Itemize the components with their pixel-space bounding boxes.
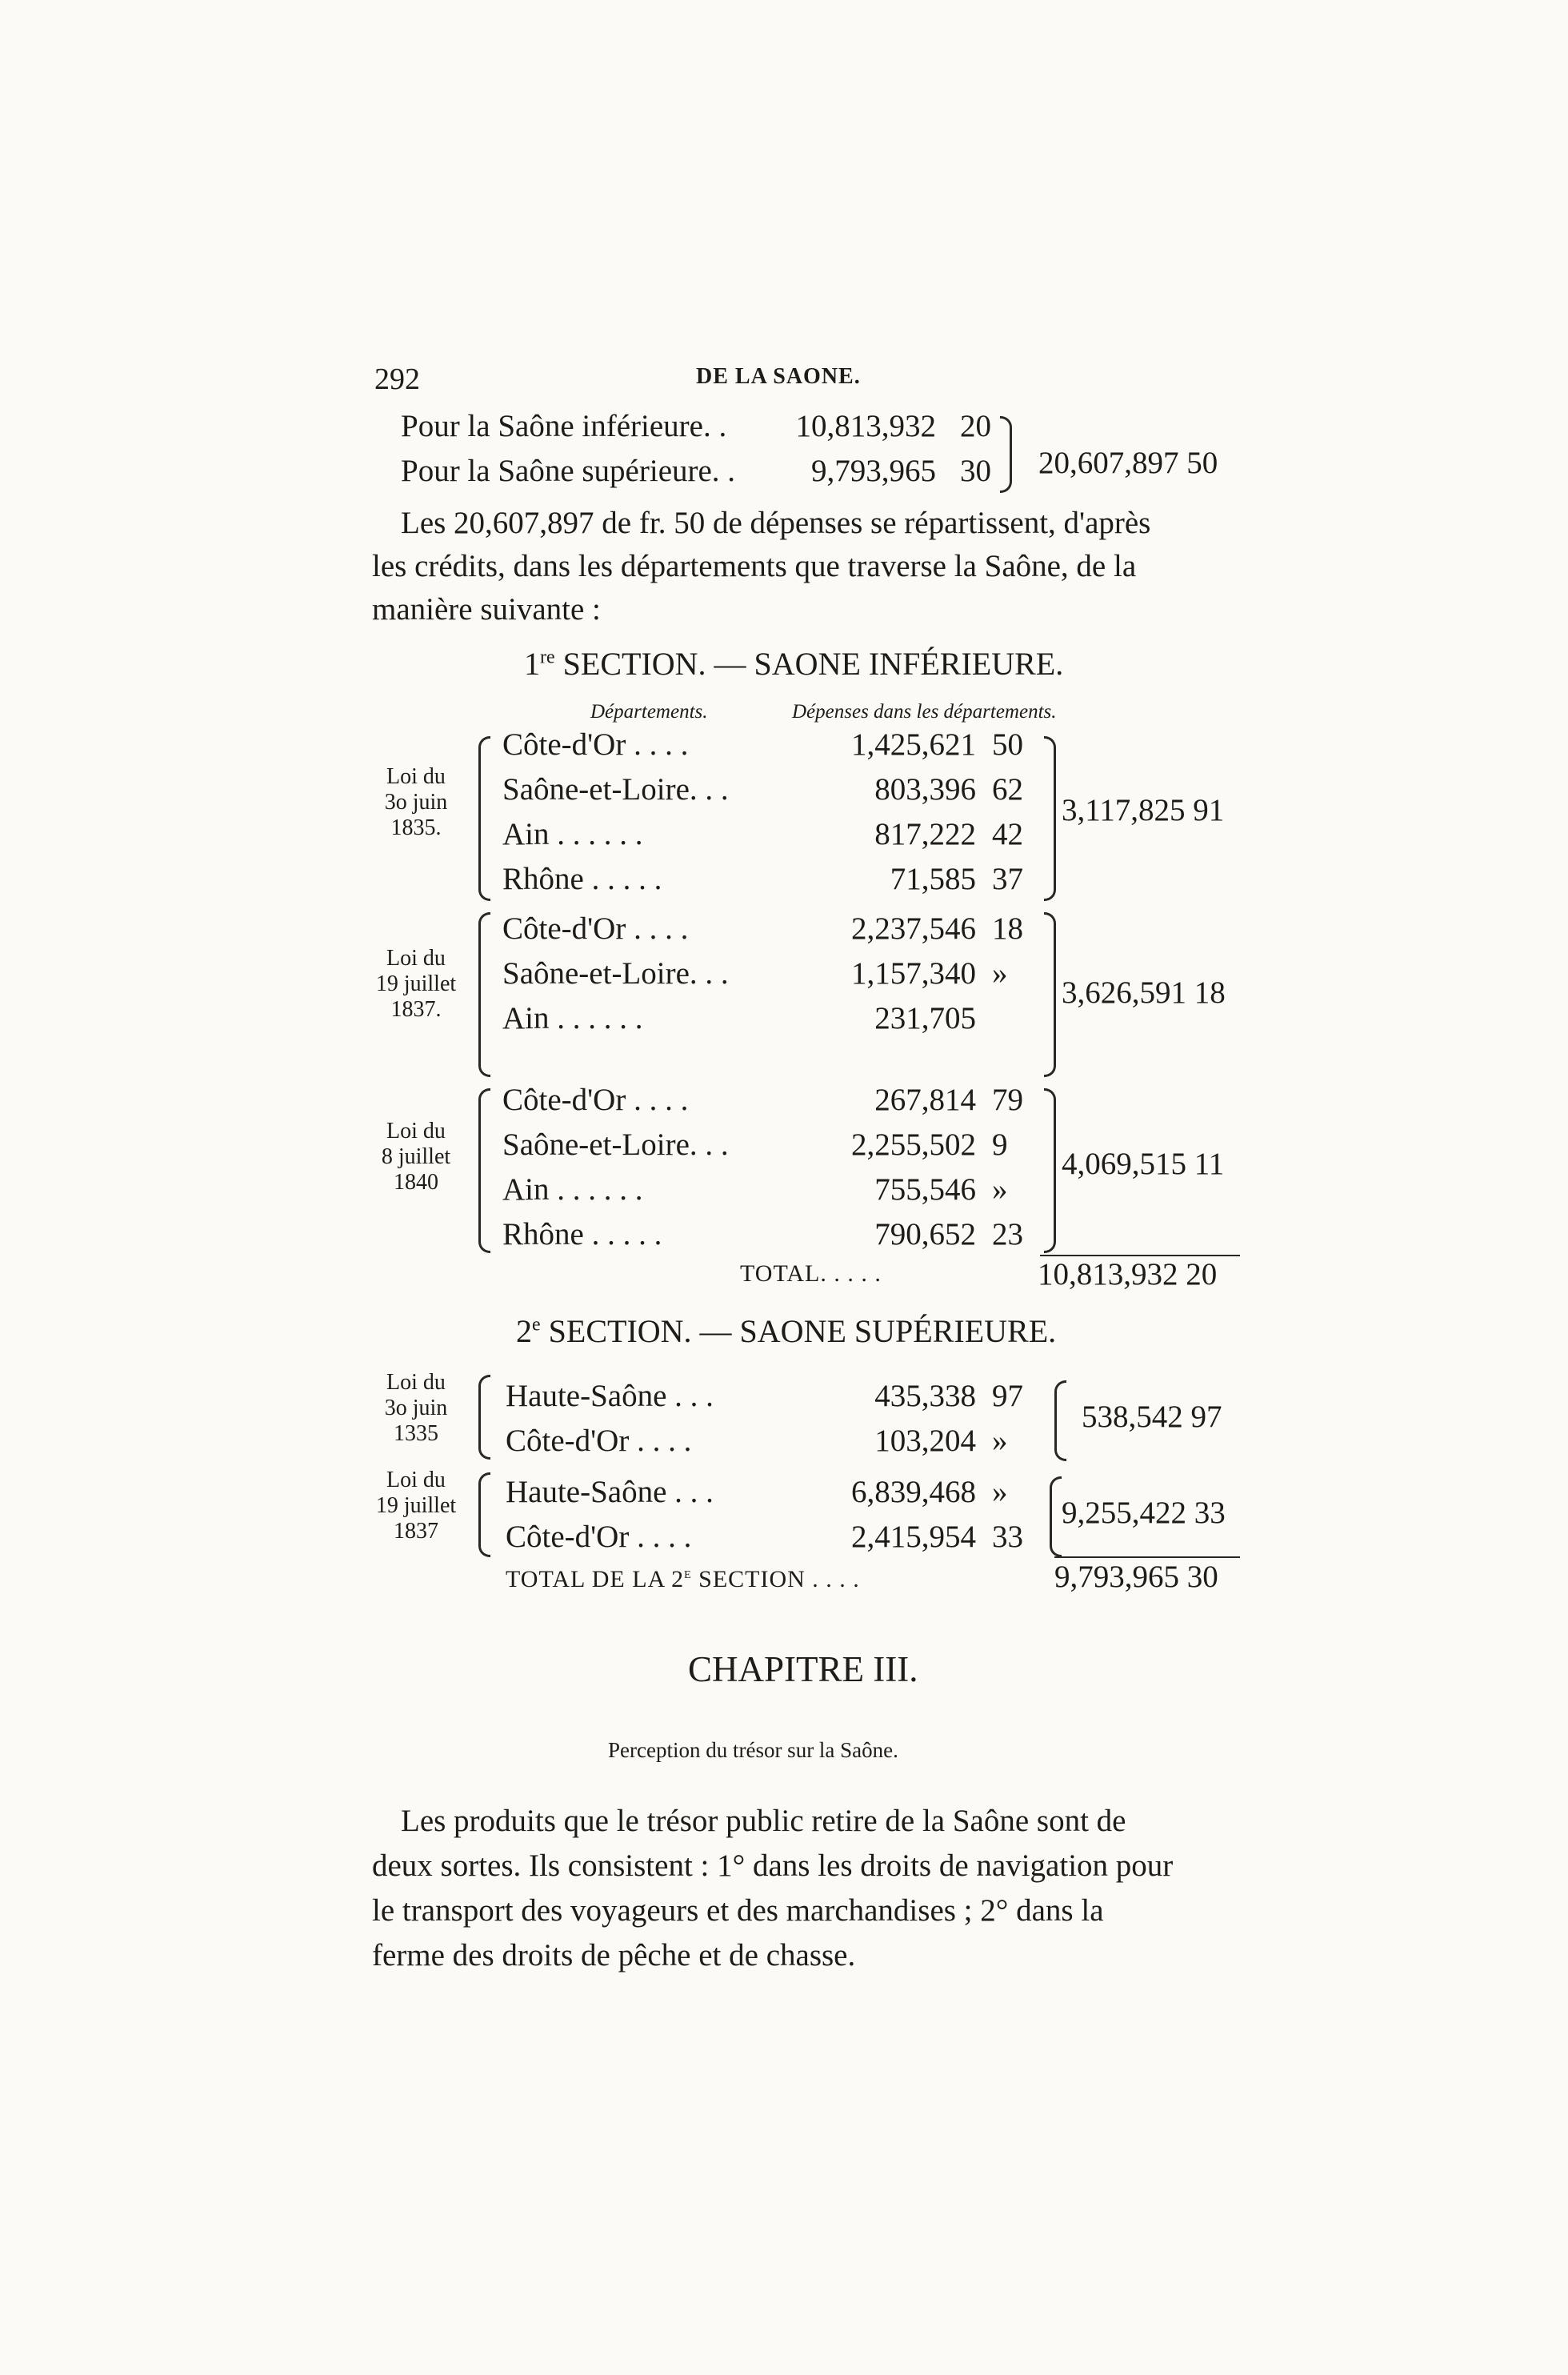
section2-group2-left-brace bbox=[478, 1472, 490, 1557]
section1-g1-dept-3: Ain . . . . . . bbox=[502, 817, 643, 851]
chapter-line-2: deux sortes. Ils consistent : 1° dans les droits de navigation pour bbox=[372, 1848, 1174, 1883]
section1-g3-cents-1: 79 bbox=[992, 1083, 1023, 1117]
section2-total-label-b: SECTION . . . . bbox=[698, 1566, 860, 1592]
section2-g1-dept-1: Haute-Saône . . . bbox=[506, 1379, 714, 1413]
section1-total-value: 10,813,932 20 bbox=[1038, 1257, 1218, 1292]
section1-number-sup: re bbox=[540, 647, 555, 668]
section1-group3-left-brace bbox=[478, 1088, 490, 1253]
section1-group2-right-brace bbox=[1044, 912, 1056, 1077]
intro-line-3: manière suivante : bbox=[372, 592, 601, 627]
section2-title: SECTION. — SAONE SUPÉRIEURE. bbox=[548, 1313, 1057, 1349]
section1-g2-dept-3: Ain . . . . . . bbox=[502, 1001, 643, 1035]
section1-g1-cents-1: 50 bbox=[992, 727, 1023, 762]
section1-group3-subtotal: 4,069,515 11 bbox=[1062, 1147, 1225, 1181]
intro-line-1: Les 20,607,897 de fr. 50 de dépenses se répartissent, d'après bbox=[401, 506, 1151, 540]
section2-g2-amount-2: 2,415,954 bbox=[851, 1520, 976, 1554]
section2-group1-right-brace bbox=[1054, 1380, 1066, 1461]
section1-g2-amount-3: 231,705 bbox=[874, 1001, 976, 1035]
summary-cents-inferieure: 20 bbox=[960, 409, 991, 443]
section2-total-label-sup: e bbox=[684, 1564, 692, 1582]
section2-g2-amount-1: 6,839,468 bbox=[851, 1475, 976, 1509]
summary-cents-superieure: 30 bbox=[960, 454, 991, 488]
section1-g3-amount-2: 2,255,502 bbox=[851, 1127, 976, 1162]
section1-group3-law: Loi du 8 juillet 1840 bbox=[381, 1119, 451, 1195]
section1-group2-left-brace bbox=[478, 912, 490, 1077]
section2-g1-dept-2: Côte-d'Or . . . . bbox=[506, 1424, 692, 1458]
section1-g1-cents-3: 42 bbox=[992, 817, 1023, 851]
section2-heading bbox=[516, 1312, 1056, 1350]
section1-g1-amount-2: 803,396 bbox=[874, 772, 976, 807]
section1-heading bbox=[524, 645, 1063, 683]
section2-group1-subtotal: 538,542 97 bbox=[1082, 1400, 1222, 1434]
section1-g2-cents-1: 18 bbox=[992, 911, 1023, 946]
summary-brace bbox=[1000, 416, 1012, 493]
section1-number: 1 bbox=[524, 646, 540, 682]
section1-total-label: TOTAL. . . . . bbox=[740, 1260, 882, 1287]
section2-group1-left-brace bbox=[478, 1375, 490, 1460]
summary-total: 20,607,897 50 bbox=[1038, 446, 1218, 480]
section1-g1-amount-4: 71,585 bbox=[890, 862, 976, 896]
section1-g2-amount-1: 2,237,546 bbox=[851, 911, 976, 946]
page-number: 292 bbox=[374, 362, 420, 396]
section1-g1-cents-2: 62 bbox=[992, 772, 1023, 807]
section2-g2-dept-1: Haute-Saône . . . bbox=[506, 1475, 714, 1509]
section2-total-label-a: TOTAL DE LA 2 bbox=[506, 1566, 685, 1592]
col-departements: Départements. bbox=[590, 701, 708, 723]
section1-g1-cents-4: 37 bbox=[992, 862, 1023, 896]
col-depenses: Dépenses dans les départements. bbox=[792, 701, 1057, 723]
section2-group2-right-brace bbox=[1050, 1476, 1062, 1557]
section1-g3-dept-3: Ain . . . . . . bbox=[502, 1172, 643, 1207]
section1-group1-right-brace bbox=[1044, 736, 1056, 901]
summary-label-superieure: Pour la Saône supérieure. . bbox=[401, 454, 736, 488]
section1-g3-amount-4: 790,652 bbox=[874, 1217, 976, 1252]
section1-g2-dept-2: Saône-et-Loire. . . bbox=[502, 956, 729, 991]
section1-g2-cents-2: » bbox=[992, 956, 1008, 991]
section2-g1-amount-2: 103,204 bbox=[874, 1424, 976, 1458]
summary-amount-superieure: 9,793,965 bbox=[811, 454, 936, 488]
section1-g2-dept-1: Côte-d'Or . . . . bbox=[502, 911, 689, 946]
section1-group1-subtotal: 3,117,825 91 bbox=[1062, 793, 1225, 827]
section1-group1-law: Loi du 3o juin 1835. bbox=[384, 764, 448, 840]
section1-g3-amount-1: 267,814 bbox=[874, 1083, 976, 1117]
section1-g1-dept-2: Saône-et-Loire. . . bbox=[502, 772, 729, 807]
section1-g1-amount-3: 817,222 bbox=[874, 817, 976, 851]
section1-g3-dept-2: Saône-et-Loire. . . bbox=[502, 1127, 729, 1162]
section1-group3-right-brace bbox=[1044, 1088, 1056, 1253]
chapter-line-1: Les produits que le trésor public retire de la Saône sont de bbox=[401, 1804, 1126, 1838]
chapter-line-3: le transport des voyageurs et des marchandises ; 2° dans la bbox=[372, 1893, 1104, 1928]
section1-g1-dept-1: Côte-d'Or . . . . bbox=[502, 727, 689, 762]
section1-g1-amount-1: 1,425,621 bbox=[851, 727, 976, 762]
summary-amount-inferieure: 10,813,932 bbox=[795, 409, 936, 443]
section1-g3-cents-2: 9 bbox=[992, 1127, 1008, 1162]
section2-g1-amount-1: 435,338 bbox=[874, 1379, 976, 1413]
chapter-line-4: ferme des droits de pêche et de chasse. bbox=[372, 1938, 856, 1972]
chapter-title: CHAPITRE III. bbox=[688, 1649, 918, 1689]
section1-g3-dept-1: Côte-d'Or . . . . bbox=[502, 1083, 689, 1117]
section1-g1-dept-4: Rhône . . . . . bbox=[502, 862, 662, 896]
section1-group2-law: Loi du 19 juillet 1837. bbox=[375, 946, 457, 1022]
section1-group2-subtotal: 3,626,591 18 bbox=[1062, 975, 1226, 1010]
section1-g3-cents-4: 23 bbox=[992, 1217, 1023, 1252]
section2-g1-cents-1: 97 bbox=[992, 1379, 1023, 1413]
chapter-subtitle: Perception du trésor sur la Saône. bbox=[608, 1738, 898, 1762]
section1-g2-amount-2: 1,157,340 bbox=[851, 956, 976, 991]
section2-group2-law: Loi du 19 juillet 1837 bbox=[375, 1468, 457, 1544]
section2-total-rule bbox=[1054, 1556, 1240, 1558]
section2-g2-dept-2: Côte-d'Or . . . . bbox=[506, 1520, 692, 1554]
section2-total-value: 9,793,965 30 bbox=[1054, 1560, 1218, 1594]
section2-total-label bbox=[506, 1564, 860, 1593]
section2-g2-cents-2: 33 bbox=[992, 1520, 1023, 1554]
summary-label-inferieure: Pour la Saône inférieure. . bbox=[401, 409, 727, 443]
section2-group2-subtotal: 9,255,422 33 bbox=[1062, 1496, 1226, 1530]
running-title: DE LA SAONE. bbox=[696, 364, 861, 389]
section1-g3-amount-3: 755,546 bbox=[874, 1172, 976, 1207]
section1-group1-left-brace bbox=[478, 736, 490, 901]
section2-group1-law: Loi du 3o juin 1335 bbox=[384, 1370, 448, 1446]
intro-line-2: les crédits, dans les départements que traverse la Saône, de la bbox=[372, 549, 1137, 583]
section1-g3-dept-4: Rhône . . . . . bbox=[502, 1217, 662, 1252]
section2-number-sup: e bbox=[532, 1314, 541, 1336]
section2-g1-cents-2: » bbox=[992, 1424, 1008, 1458]
section2-number: 2 bbox=[516, 1313, 532, 1349]
section1-title: SECTION. — SAONE INFÉRIEURE. bbox=[562, 646, 1064, 682]
section2-g2-cents-1: » bbox=[992, 1475, 1008, 1509]
section1-g3-cents-3: » bbox=[992, 1172, 1008, 1207]
